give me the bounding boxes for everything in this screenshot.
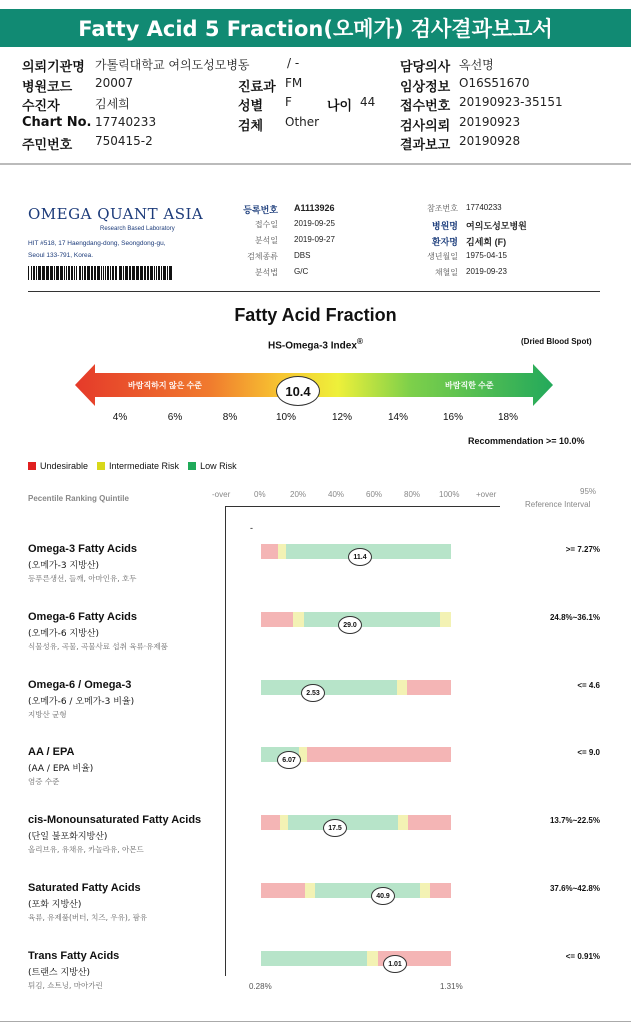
risk-legend (28, 461, 246, 471)
hs-index-tick: 12% (331, 412, 352, 423)
reference-interval: <= 0.91% (565, 952, 600, 961)
specimen-label: 분석법 (254, 268, 278, 277)
header-value: 가톨릭대학교 여의도성모병동 (95, 58, 250, 72)
legend-swatch (28, 462, 36, 470)
result-row-title: cis-Monounsaturated Fatty Acids (28, 814, 202, 826)
result-bar-segment (261, 951, 367, 966)
result-bar-segment (398, 815, 408, 830)
quintile-column: +over (476, 490, 497, 499)
hs-index-tick: 18% (497, 412, 518, 423)
age-label: 나이 (327, 99, 353, 114)
result-bar-segment (315, 883, 420, 898)
result-row-title: Omega-6 Fatty Acids (28, 611, 138, 623)
result-bar-segment (307, 747, 451, 762)
specimen-label: 생년월일 (427, 252, 458, 261)
trans-axis-max: 1.31% (440, 982, 463, 991)
reference-interval-label: Reference Interval (525, 500, 591, 509)
page-bottom-line (0, 1021, 631, 1022)
specimen-label: 검체종류 (247, 252, 278, 261)
quintile-column: 100% (439, 490, 460, 499)
header-value: 750415-2 (95, 134, 153, 148)
header-label: 진료과 (238, 80, 276, 95)
legend-label: Low Risk (200, 461, 237, 471)
hs-index-tick: 8% (222, 412, 238, 423)
hs-index-tick: 10% (275, 412, 296, 423)
header-label: 병원코드 (22, 80, 73, 95)
reference-interval: <= 9.0 (577, 748, 600, 757)
specimen-label: 병원명 (431, 221, 458, 231)
result-row-description: 염증 수준 (28, 777, 60, 786)
result-bar (261, 815, 451, 830)
result-row-title: Trans Fatty Acids (28, 950, 120, 962)
hs-index-tick: 4% (112, 412, 128, 423)
patient-header (0, 52, 631, 162)
header-label: 성별 (238, 99, 264, 114)
barcode-icon (28, 266, 173, 280)
specimen-label: 환자명 (431, 237, 458, 247)
legend-intermediate (97, 461, 179, 471)
reference-interval: 37.6%~42.8% (549, 884, 600, 893)
result-bar-segment (261, 612, 293, 627)
result-bar-segment (408, 815, 451, 830)
result-row-subtitle: (단일 불포화지방산) (28, 832, 108, 842)
header-value: F (285, 95, 292, 109)
header-label: 주민번호 (22, 138, 73, 153)
header-value: 20190923-35151 (459, 95, 563, 109)
hs-index-value: 10.4 (276, 376, 320, 406)
chart-title: Fatty Acid Fraction (234, 305, 397, 325)
header-value: Other (285, 115, 320, 129)
header-label: 검체 (238, 119, 264, 134)
result-row-description: 식물성유, 곡물, 곡물사료 섭취 육류·유제품 (28, 642, 168, 651)
specimen-value: 여의도성모병원 (466, 221, 527, 231)
result-bar-segment (407, 680, 451, 695)
header-value: / - (287, 56, 300, 70)
header-label: Chart No. (22, 115, 92, 130)
result-row-subtitle: (오메가-6 지방산) (28, 629, 100, 639)
desirable-level-label: 바람직한 수준 (445, 381, 494, 390)
reference-interval-percent: 95% (580, 487, 597, 496)
reference-interval: <= 4.6 (577, 681, 600, 690)
registered-mark: ® (356, 336, 364, 346)
header-value: 17740233 (95, 115, 157, 129)
lab-logo: OMEGA QUANT ASIA (28, 205, 204, 223)
header-divider (0, 163, 631, 165)
result-bar-segment (261, 815, 280, 830)
specimen-label: 채혈일 (434, 268, 458, 277)
specimen-value: 김세희 (F) (466, 237, 507, 247)
result-row-title: Omega-6 / Omega-3 (28, 679, 132, 691)
header-value: 옥선명 (459, 58, 494, 72)
axis-dash: - (250, 523, 253, 533)
result-bar-segment (420, 883, 430, 898)
legend-low-risk (188, 461, 237, 471)
header-label: 담당의사 (400, 60, 451, 75)
specimen-value: 2019-09-23 (466, 267, 507, 276)
result-row-title: Omega-3 Fatty Acids (28, 543, 138, 555)
age-value: 44 (360, 95, 376, 109)
undesirable-level-label: 바람직하지 않은 수준 (128, 381, 202, 390)
legend-undesirable (28, 461, 88, 471)
result-row-subtitle: (AA / EPA 비율) (28, 764, 94, 774)
hs-index-title-text: HS-Omega-3 Index (267, 340, 357, 352)
specimen-value: 17740233 (466, 203, 502, 212)
specimen-value: A1113926 (294, 203, 335, 213)
section-divider (28, 291, 600, 292)
result-value-marker: 2.53 (301, 684, 325, 702)
quintile-column: -over (212, 490, 231, 499)
result-row-title: Saturated Fatty Acids (28, 882, 141, 894)
header-label: 접수번호 (400, 99, 451, 114)
specimen-label: 접수일 (254, 220, 278, 229)
lab-logo-subtitle: Research Based Laboratory (100, 226, 175, 232)
result-row-description: 등푸른생선, 들깨, 아마인유, 호두 (28, 574, 137, 583)
reference-interval: >= 7.27% (565, 545, 600, 554)
header-value: 20190923 (459, 115, 521, 129)
result-value-marker: 17.5 (323, 819, 347, 837)
result-bar-segment (261, 883, 305, 898)
recommendation: Recommendation >= 10.0% (468, 436, 585, 446)
header-value: 김세희 (95, 97, 130, 111)
quintile-label: Pecentile Ranking Quintile (28, 494, 129, 503)
quintile-left-axis (225, 506, 226, 976)
result-value-marker: 11.4 (348, 548, 372, 566)
header-value: O16S51670 (459, 76, 530, 90)
result-bar-segment (430, 883, 451, 898)
header-label: 검사의뢰 (400, 119, 451, 134)
result-value-marker: 40.9 (371, 887, 395, 905)
hs-index-tick: 14% (387, 412, 408, 423)
result-bar-segment (367, 951, 378, 966)
result-bar-segment (261, 680, 397, 695)
specimen-value: 2019-09-27 (294, 235, 335, 244)
header-label: 임상정보 (400, 80, 451, 95)
result-bar-segment (278, 544, 286, 559)
specimen-label: 등록번호 (243, 205, 278, 215)
result-row-subtitle: (오메가-6 / 오메가-3 비율) (28, 697, 135, 707)
result-row-title: AA / EPA (28, 746, 75, 758)
result-bar-segment (397, 680, 407, 695)
quintile-column: 60% (366, 490, 383, 499)
quintile-column: 40% (328, 490, 345, 499)
hs-index-tick: 6% (167, 412, 183, 423)
specimen-value: 1975-04-15 (466, 251, 507, 260)
result-value-marker: 1.01 (383, 955, 407, 973)
result-bar (261, 680, 451, 695)
specimen-label: 분석일 (254, 236, 278, 245)
header-value: FM (285, 76, 303, 90)
header-value: 20007 (95, 76, 134, 90)
report-title: Fatty Acid 5 Fraction(오메가) 검사결과보고서 (0, 9, 631, 47)
result-row-description: 올리브유, 유채유, 카놀라유, 아몬드 (28, 845, 144, 854)
result-row-description: 육류, 유제품(버터, 치즈, 우유), 팜유 (28, 913, 148, 922)
lab-address-line2: Seoul 133-791, Korea. (28, 252, 94, 259)
quintile-column: 80% (404, 490, 421, 499)
quintile-column: 0% (254, 490, 266, 499)
reference-interval: 13.7%~22.5% (549, 816, 600, 825)
reference-interval: 24.8%~36.1% (549, 613, 600, 622)
result-row-subtitle: (트랜스 지방산) (28, 968, 91, 978)
specimen-value: 2019-09-25 (294, 219, 335, 228)
result-value-marker: 29.0 (338, 616, 362, 634)
result-bar (261, 883, 451, 898)
legend-label: Undesirable (40, 461, 89, 471)
result-row-description: 지방산 균형 (28, 710, 67, 719)
header-label: 수진자 (22, 99, 60, 114)
result-value-marker: 6.07 (277, 751, 301, 769)
hs-index-tick: 16% (442, 412, 463, 423)
specimen-value: DBS (294, 251, 311, 260)
lab-address (28, 238, 218, 262)
result-row-subtitle: (오메가-3 지방산) (28, 561, 100, 571)
result-row-subtitle: (포화 지방산) (28, 900, 82, 910)
result-bar-segment (304, 612, 440, 627)
legend-swatch (188, 462, 196, 470)
header-label: 의뢰기관명 (22, 60, 85, 75)
result-bar-segment (305, 883, 315, 898)
trans-axis-min: 0.28% (249, 982, 272, 991)
result-bar-segment (293, 612, 304, 627)
legend-label: Intermediate Risk (109, 461, 180, 471)
specimen-value: G/C (294, 267, 309, 276)
quintile-column: 20% (290, 490, 307, 499)
dried-blood-spot: (Dried Blood Spot) (521, 337, 592, 346)
lab-address-line1: HIT #518, 17 Haengdang-dong, Seongdong-gu, (28, 240, 166, 247)
result-bar-segment (440, 612, 451, 627)
header-label: 결과보고 (400, 138, 451, 153)
result-bar (261, 951, 451, 966)
result-bar-segment (280, 815, 288, 830)
specimen-label: 참조번호 (427, 204, 458, 213)
header-value: 20190928 (459, 134, 521, 148)
quintile-axis (225, 506, 500, 507)
result-row-description: 튀김, 쇼트닝, 마아가린 (28, 981, 103, 990)
result-bar-segment (261, 544, 278, 559)
legend-swatch (97, 462, 105, 470)
